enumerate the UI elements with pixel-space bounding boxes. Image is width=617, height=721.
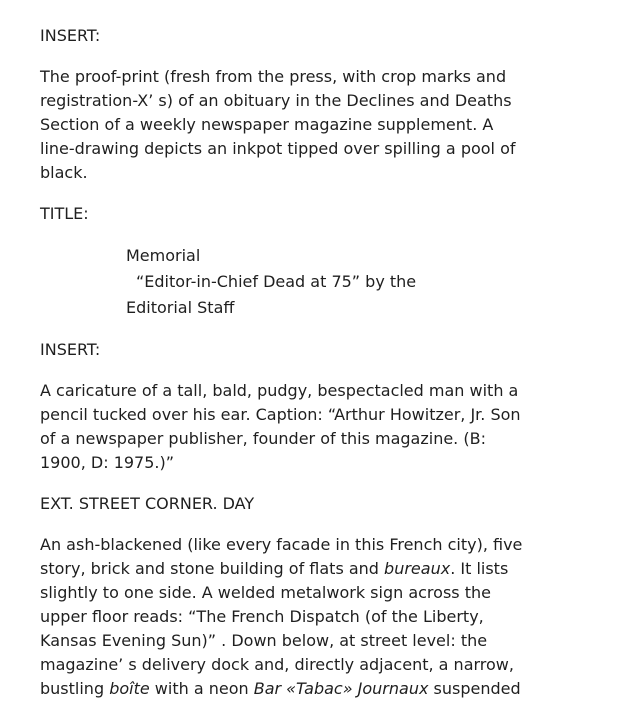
italic-phrase: Bar «Tabac» Journaux [253, 679, 429, 698]
scene-heading: EXT. STREET CORNER. DAY [40, 494, 255, 513]
text-line: of a newspaper publisher, founder of this magazine. (B: [40, 429, 486, 448]
text-run: story, brick and stone building of flats and [40, 559, 385, 578]
text-line [40, 557, 560, 581]
screenplay-document [40, 24, 560, 701]
insert-paragraph [40, 379, 560, 475]
scene-paragraph [40, 533, 560, 701]
text-run: bustling [40, 679, 110, 698]
text-line [40, 677, 560, 701]
text-line: Kansas Evening Sun)” . Down below, at street level: the [40, 631, 488, 650]
text-line: Section of a weekly newspaper magazine supplement. A [40, 115, 494, 134]
title-heading: TITLE: [40, 204, 89, 223]
text-line: slightly to one side. A welded metalwork sign across the [40, 583, 491, 602]
text-line: line-drawing depicts an inkpot tipped over spilling a pool of [40, 139, 516, 158]
text-line: registration-X’ s) of an obituary in the Declines and Deaths [40, 91, 512, 110]
text-line: black. [40, 163, 88, 182]
text-line: pencil tucked over his ear. Caption: “Arthur Howitzer, Jr. Son [40, 405, 521, 424]
text-line: 1900, D: 1975.)” [40, 453, 175, 472]
text-line: A caricature of a tall, bald, pudgy, bespectacled man with a [40, 381, 519, 400]
text-run: suspended [428, 679, 521, 698]
text-run: . It lists [450, 559, 509, 578]
insert-heading: INSERT: [40, 340, 101, 359]
title-block [126, 243, 560, 321]
italic-word: boîte [109, 679, 150, 698]
text-line: magazine’ s delivery dock and, directly adjacent, a narrow, [40, 655, 514, 674]
text-run: with a neon [149, 679, 254, 698]
insert-heading: INSERT: [40, 26, 101, 45]
text-line: upper floor reads: “The French Dispatch (of the Liberty, [40, 607, 484, 626]
title-line: “Editor-in-Chief Dead at 75” by the [136, 272, 417, 291]
insert-paragraph [40, 65, 560, 185]
title-line: Memorial [126, 246, 201, 265]
text-line: The proof-print (fresh from the press, with crop marks and [40, 67, 507, 86]
text-line: An ash-blackened (like every facade in this French city), five [40, 535, 523, 554]
title-line: Editorial Staff [126, 298, 235, 317]
italic-word: bureaux [384, 559, 451, 578]
